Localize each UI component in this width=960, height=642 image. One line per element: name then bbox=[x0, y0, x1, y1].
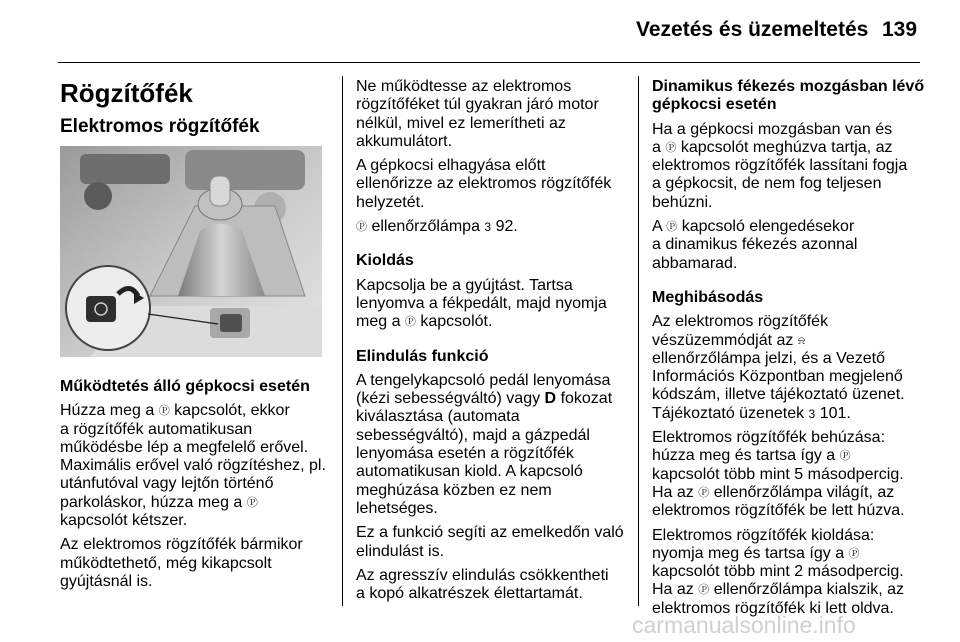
subsection-title: Elektromos rögzítőfék bbox=[60, 116, 260, 137]
paragraph-dynamic-braking: Ha a gépkocsi mozgásban van és a Ⓟ kapcsolót meghúzva tartja, az elektromos rögzítőfék lassítani fogja a gépkocsit, de nem fog teljesen behúzni. bbox=[652, 120, 908, 211]
heading-release: Kioldás bbox=[356, 252, 414, 270]
page-number: 139 bbox=[882, 18, 918, 41]
brake-switch-icon: Ⓟ bbox=[404, 316, 416, 329]
paragraph-fault: Az elektromos rögzítőfék vészüzemmódját az ⍾ ellenőrzőlámpa jelzi, és a Vezető Információs Központban megjelenő kódszám, illetve tájékoztató üzenet. Tájékoztató üzenetek 3 101. bbox=[652, 313, 905, 422]
column-2 bbox=[356, 78, 634, 609]
paragraph-apply: Elektromos rögzítőfék behúzása: húzza meg és tartsa így a Ⓟ kapcsolót több mint 5 másodpercig. Ha az Ⓟ ellenőrzőlámpa világít, az elektromos rögzítőfék be lett húzva. bbox=[652, 429, 905, 520]
running-header-title: Vezetés és üzemeltetés bbox=[636, 18, 869, 41]
column-divider-1 bbox=[342, 76, 343, 606]
paragraph-control-lamp-ref: Ⓟ ellenőrzőlámpa 3 92. bbox=[356, 218, 518, 236]
paragraph-hill-start: Ez a funkció segíti az emelkedőn való elindulást is. bbox=[356, 524, 624, 560]
heading-dynamic-braking: Dinamikus fékezés mozgásban lévő gépkocsi esetén bbox=[652, 78, 925, 114]
brake-lamp-icon: Ⓟ bbox=[356, 221, 367, 234]
paragraph-before-leaving: A gépkocsi elhagyása előtt ellenőrizze az elektromos rögzítőfék helyzetét. bbox=[356, 157, 612, 211]
brake-switch-icon: Ⓟ bbox=[839, 450, 851, 463]
column-divider-2 bbox=[638, 76, 639, 606]
paragraph-stationary: Húzza meg a Ⓟ kapcsolót, ekkor a rögzítőfék automatikusan működésbe lép a megfelelő erővel. Maximális erővel való rögzítéshez, pl. utánfutóval vagy lejtőn történő parkoláskor, húzza meg a Ⓟ kapcsolót kétszer. bbox=[60, 402, 326, 530]
brake-lamp-icon: Ⓟ bbox=[698, 584, 710, 597]
brake-switch-icon: Ⓟ bbox=[848, 547, 860, 560]
warning-lamp-icon: ⍾ bbox=[797, 334, 806, 347]
paragraph-battery-warning: Ne működtesse az elektromos rögzítőféket túl gyakran járó motor nélkül, mivel ez lemerítheti az akkumulátort. bbox=[356, 78, 599, 150]
column-1 bbox=[60, 378, 335, 597]
page-reference-arrow-icon: 3 bbox=[808, 406, 816, 421]
brake-lamp-icon: Ⓟ bbox=[698, 486, 710, 499]
brake-switch-icon: Ⓟ bbox=[246, 496, 258, 509]
watermark: carmanualsonline.info bbox=[632, 612, 856, 638]
brake-switch-icon: Ⓟ bbox=[666, 221, 678, 234]
heading-stationary-operation: Működtetés álló gépkocsi esetén bbox=[60, 378, 310, 395]
paragraph-release: Kapcsolja be a gyújtást. Tartsa lenyomva a fékpedált, majd nyomja meg a Ⓟ kapcsolót. bbox=[356, 276, 607, 331]
heading-fault: Meghibásodás bbox=[652, 288, 764, 306]
heading-drive-away: Elindulás funkció bbox=[356, 347, 489, 365]
paragraph-drive-away: A tengelykapcsoló pedál lenyomása (kézi sebességváltó) vagy D fokozat kiválasztása (automata sebességváltó), majd a gázpedál lenyomása esetén a rögzítőfék automatikusan kiold. A kapcsoló meghúzása közben ez nem lehetséges. bbox=[356, 371, 613, 517]
paragraph-wear: Az agresszív elindulás csökkentheti a kopó alkatrészek élettartamát. bbox=[356, 566, 609, 603]
page-reference-arrow-icon: 3 bbox=[484, 220, 492, 235]
paragraph-dynamic-release: A Ⓟ kapcsoló elengedésekor a dinamikus fékezés azonnal abbamarad. bbox=[652, 218, 858, 272]
section-title: Rögzítőfék bbox=[60, 78, 193, 108]
column-3 bbox=[652, 78, 927, 624]
brake-switch-icon: Ⓟ bbox=[158, 405, 170, 418]
paragraph-release-fault: Elektromos rögzítőfék kioldása: nyomja meg és tartsa így a Ⓟ kapcsolót több mint 2 másodpercig. Ha az Ⓟ ellenőrzőlámpa kialszik, az elektromos rögzítőfék ki lett oldva. bbox=[652, 526, 905, 617]
header-divider bbox=[58, 62, 920, 63]
paragraph-operable-anytime: Az elektromos rögzítőfék bármikor működtethető, még kikapcsolt gyújtásnál is. bbox=[60, 536, 303, 590]
brake-switch-icon: Ⓟ bbox=[665, 141, 677, 154]
parking-brake-photo bbox=[60, 146, 322, 357]
